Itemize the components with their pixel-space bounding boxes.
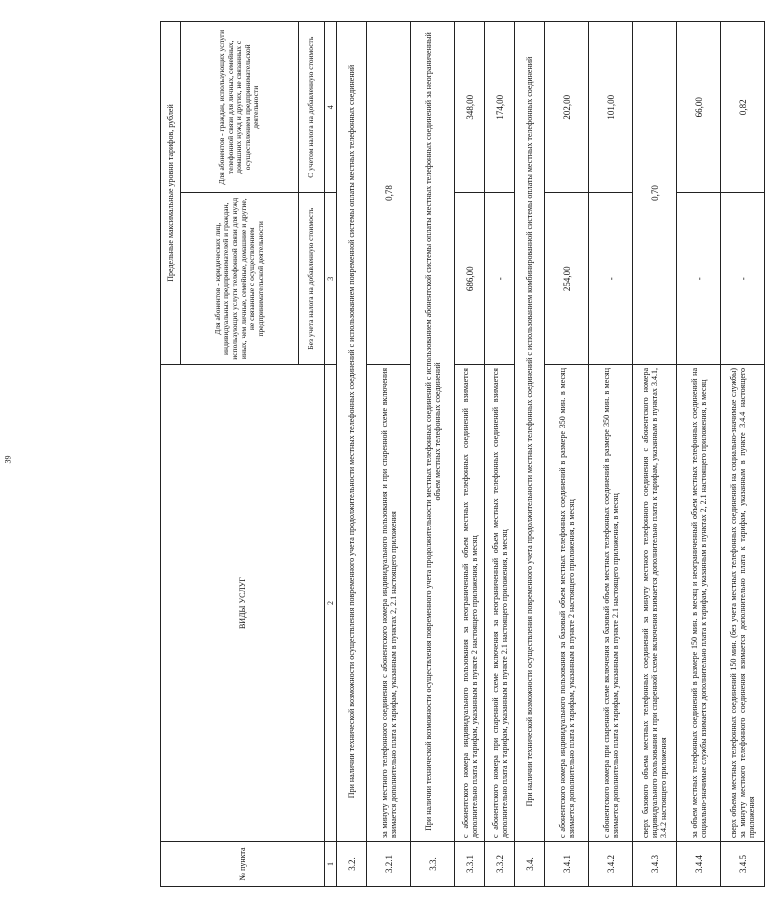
row-text: за объем местных телефонных соединений в размере 150 мин. в месяц и неограниченный объем местных телефонных соединений на социально-значимые службы взимается дополнительно плата к тарифам, указанным в пунктах 2, 2.1 настоящего приложения, в месяц [677,365,721,842]
table-row [337,22,367,887]
table-row [677,22,721,887]
table-row [455,22,485,887]
row-number: 3.2.1 [367,842,411,887]
header-services: ВИДЫ УСЛУГ [161,365,325,842]
row-number: 3.4.2 [589,842,633,887]
row-text: с абонентского номера при спаренной схеме включения за базовый объем местных телефонных соединений в размере 350 мин. в месяц взимается дополнительно плата к тарифам, указанным в пункте 2.1 настоящего приложения, в месяц [589,365,633,842]
header-index-2: 2 [325,365,337,842]
header-index-1: 1 [325,842,337,887]
table-row [545,22,589,887]
table-row [633,22,677,887]
row-value-legal: 254,00 [545,193,589,365]
header-with-vat: С учетом налога на добавленную стоимость [299,22,325,194]
row-value-citizen: 348,00 [455,22,485,194]
row-value-legal: - [485,193,515,365]
header-group-citizens: Для абонентов - граждан, использующих услуги телефонной связи для личных, семейных, домашних нужд и других, не связанных с осуществлением предпринимательской деятельности [181,22,299,194]
row-number: 3.3.2 [485,842,515,887]
row-number: 3.3.1 [455,842,485,887]
row-value-citizen: 202,00 [545,22,589,194]
row-value-citizen: 66,00 [677,22,721,194]
table-row [515,22,545,887]
row-text: сверх базового объема местных телефонных соединений за минуту местного телефонного соединения с абонентского номера индивидуального пользования и при спаренной схеме включения взимается дополнительно плата к тарифам, указанным в пунктах 3.4.1, 3.4.2 настоящего приложения [633,365,677,842]
table-row [589,22,633,887]
row-text: с абонентского номера при спаренной схеме включения за неограниченный объем местных телефонных соединений взимается дополнительно плата к тарифам, указанным в пункте 2.1 настоящего приложения, в месяц [485,365,515,842]
header-number: № пункта [161,842,325,887]
row-text: сверх объема местных телефонных соединений 150 мин. (без учета местных телефонных соединений на социально-значимые службы) за минуту местного телефонного соединения взимается дополнительно плата к тарифам, указанным в пункте 3.4.4 настоящего приложения [721,365,765,842]
row-value-legal: - [589,193,633,365]
row-value-citizen: 174,00 [485,22,515,194]
header-index-4: 4 [325,22,337,194]
row-value-legal: - [677,193,721,365]
row-value-citizen: 101,00 [589,22,633,194]
row-value-shared: 0,78 [367,22,411,365]
row-text: с абонентского номера индивидуального пользования за неограниченный объем местных телефонных соединений взимается дополнительно плата к тарифам, указанным в пункте 2 настоящего приложения, в месяц [455,365,485,842]
row-number: 3.3. [411,842,455,887]
table-row [485,22,515,887]
row-number: 3.4.5 [721,842,765,887]
row-number: 3.4.3 [633,842,677,887]
row-text: с абонентского номера индивидуального пользования за базовый объем местных телефонных соединений в размере 350 мин. в месяц взимается дополнительно плата к тарифам, указанным в пункте 2 настоящего приложения, в месяц [545,365,589,842]
table-row [411,22,455,887]
tariff-table [160,21,765,887]
page-number: 39 [3,455,13,464]
rotated-table-container [160,21,757,887]
row-value-legal: - [721,193,765,365]
row-number: 3.4.4 [677,842,721,887]
row-text: за минуту местного телефонного соединения с абонентского номера индивидуального пользования и при спаренной схеме включения взимается дополнительно плата к тарифам, указанным в пунктах 2, 2.1 настоящего приложения [367,365,411,842]
row-number: 3.4. [515,842,545,887]
header-without-vat: Без учета налога на добавленную стоимость [299,193,325,365]
row-value-shared: 0,70 [633,22,677,365]
header-group-legal: Для абонентов - юридических лиц, индивидуальных предпринимателей и граждан, использующих услуги телефонной связи для нужд иных, чем личные, семейные, домашние и другие, не связанные с осуществлением предпринимательской деятельности [181,193,299,365]
row-section-text: При наличии технической возможности осуществления повременного учета продолжительности местных телефонных соединений с использованием комбинированной системы оплаты местных телефонных соединений [515,22,545,842]
row-value-citizen: 0,82 [721,22,765,194]
row-value-legal: 686,00 [455,193,485,365]
table-row [721,22,765,887]
row-section-text: При наличии технической возможности осуществления повременного учета продолжительности местных телефонных соединений с использованием повременной системы оплаты местных телефонных соединений [337,22,367,842]
row-section-text: При наличии технической возможности осуществления повременного учета продолжительности местных телефонных соединений с использованием абонентской системы оплаты местных телефонных соединений за неограниченный объем местных телефонных соединений [411,22,455,842]
row-number: 3.2. [337,842,367,887]
header-prices-title: Предельные максимальные уровни тарифов, рублей [161,22,181,365]
header-index-3: 3 [325,193,337,365]
table-row [367,22,411,887]
row-number: 3.4.1 [545,842,589,887]
